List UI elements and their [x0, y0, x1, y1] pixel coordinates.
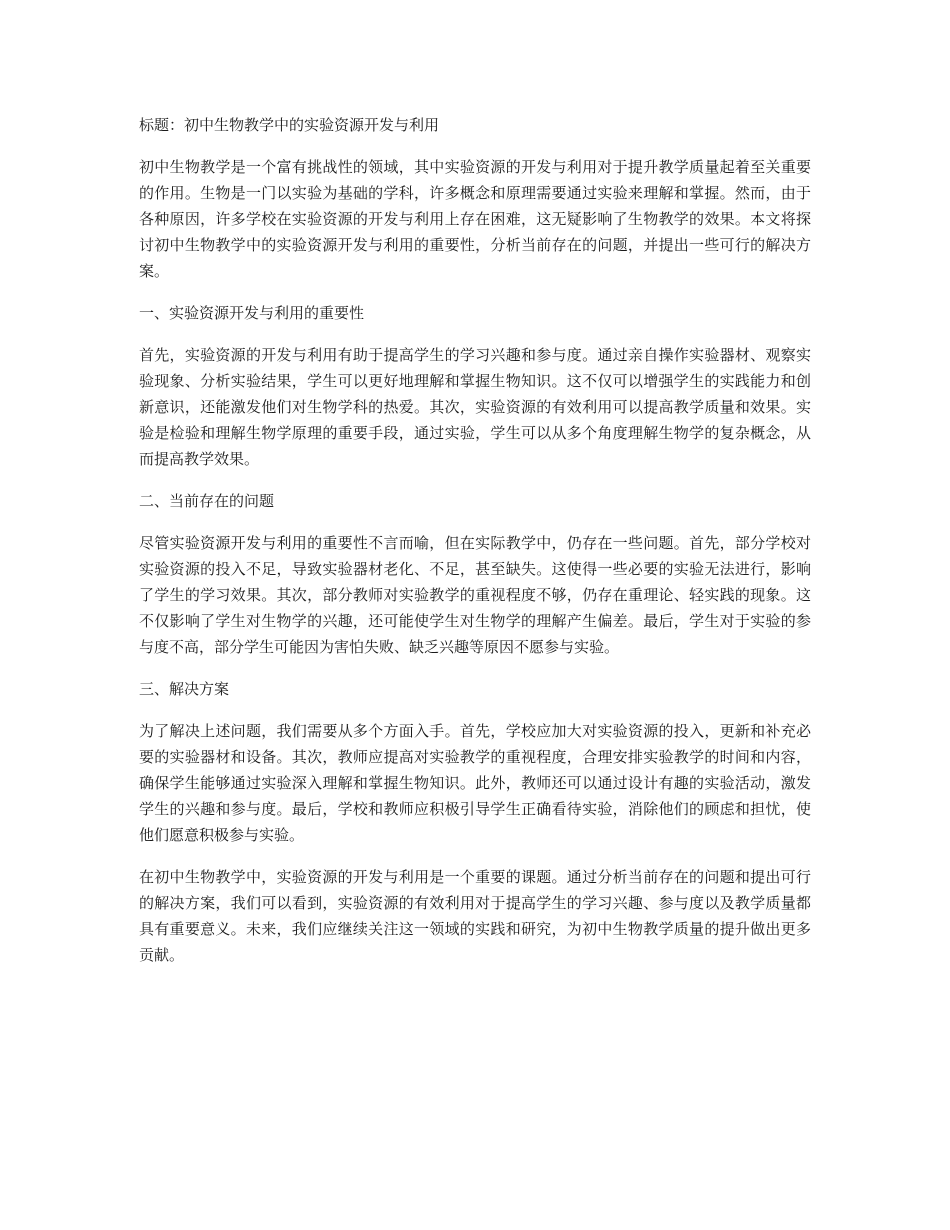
section-body-solutions: 为了解决上述问题，我们需要从多个方面入手。首先，学校应加大对实验资源的投入，更新和补充必要的实验器材和设备。其次，教师应提高对实验教学的重视程度，合理安排实验教学的时间和内容，确保学生能够通过实验深入理解和掌握生物知识。此外，教师还可以通过设计有趣的实验活动，激发学生的兴趣和参与度。最后，学校和教师应积极引导学生正确看待实验，消除他们的顾虑和担忧，使他们愿意积极参与实验。 — [139, 722, 811, 844]
intro-paragraph: 初中生物教学是一个富有挑战性的领域，其中实验资源的开发与利用对于提升教学质量起着至关重要的作用。生物是一门以实验为基础的学科，许多概念和原理需要通过实验来理解和掌握。然而，由于各种原因，许多学校在实验资源的开发与利用上存在困难，这无疑影响了生物教学的效果。本文将探讨初中生物教学中的实验资源开发与利用的重要性，分析当前存在的问题，并提出一些可行的解决方案。 — [139, 158, 811, 280]
section-heading-solutions: 三、解决方案 — [139, 680, 230, 698]
section-heading-problems: 二、当前存在的问题 — [139, 492, 275, 510]
section-heading-importance: 一、实验资源开发与利用的重要性 — [139, 304, 365, 322]
conclusion-paragraph: 在初中生物教学中，实验资源的开发与利用是一个重要的课题。通过分析当前存在的问题和提出可行的解决方案，我们可以看到，实验资源的有效利用对于提高学生的学习兴趣、参与度以及教学质量都具有重要意义。未来，我们应继续关注这一领域的实践和研究，为初中生物教学质量的提升做出更多贡献。 — [139, 868, 811, 964]
document-title: 标题：初中生物教学中的实验资源开发与利用 — [139, 116, 440, 134]
section-body-problems: 尽管实验资源开发与利用的重要性不言而喻，但在实际教学中，仍存在一些问题。首先，部分学校对实验资源的投入不足，导致实验器材老化、不足，甚至缺失。这使得一些必要的实验无法进行，影响了学生的学习效果。其次，部分教师对实验教学的重视程度不够，仍存在重理论、轻实践的现象。这不仅影响了学生对生物学的兴趣，还可能使学生对生物学的理解产生偏差。最后，学生对于实验的参与度不高，部分学生可能因为害怕失败、缺乏兴趣等原因不愿参与实验。 — [139, 534, 811, 656]
section-body-importance: 首先，实验资源的开发与利用有助于提高学生的学习兴趣和参与度。通过亲自操作实验器材、观察实验现象、分析实验结果，学生可以更好地理解和掌握生物知识。这不仅可以增强学生的实践能力和创新意识，还能激发他们对生物学科的热爱。其次，实验资源的有效利用可以提高教学质量和效果。实验是检验和理解生物学原理的重要手段，通过实验，学生可以从多个角度理解生物学的复杂概念，从而提高教学效果。 — [139, 346, 811, 468]
document-page — [139, 112, 811, 984]
